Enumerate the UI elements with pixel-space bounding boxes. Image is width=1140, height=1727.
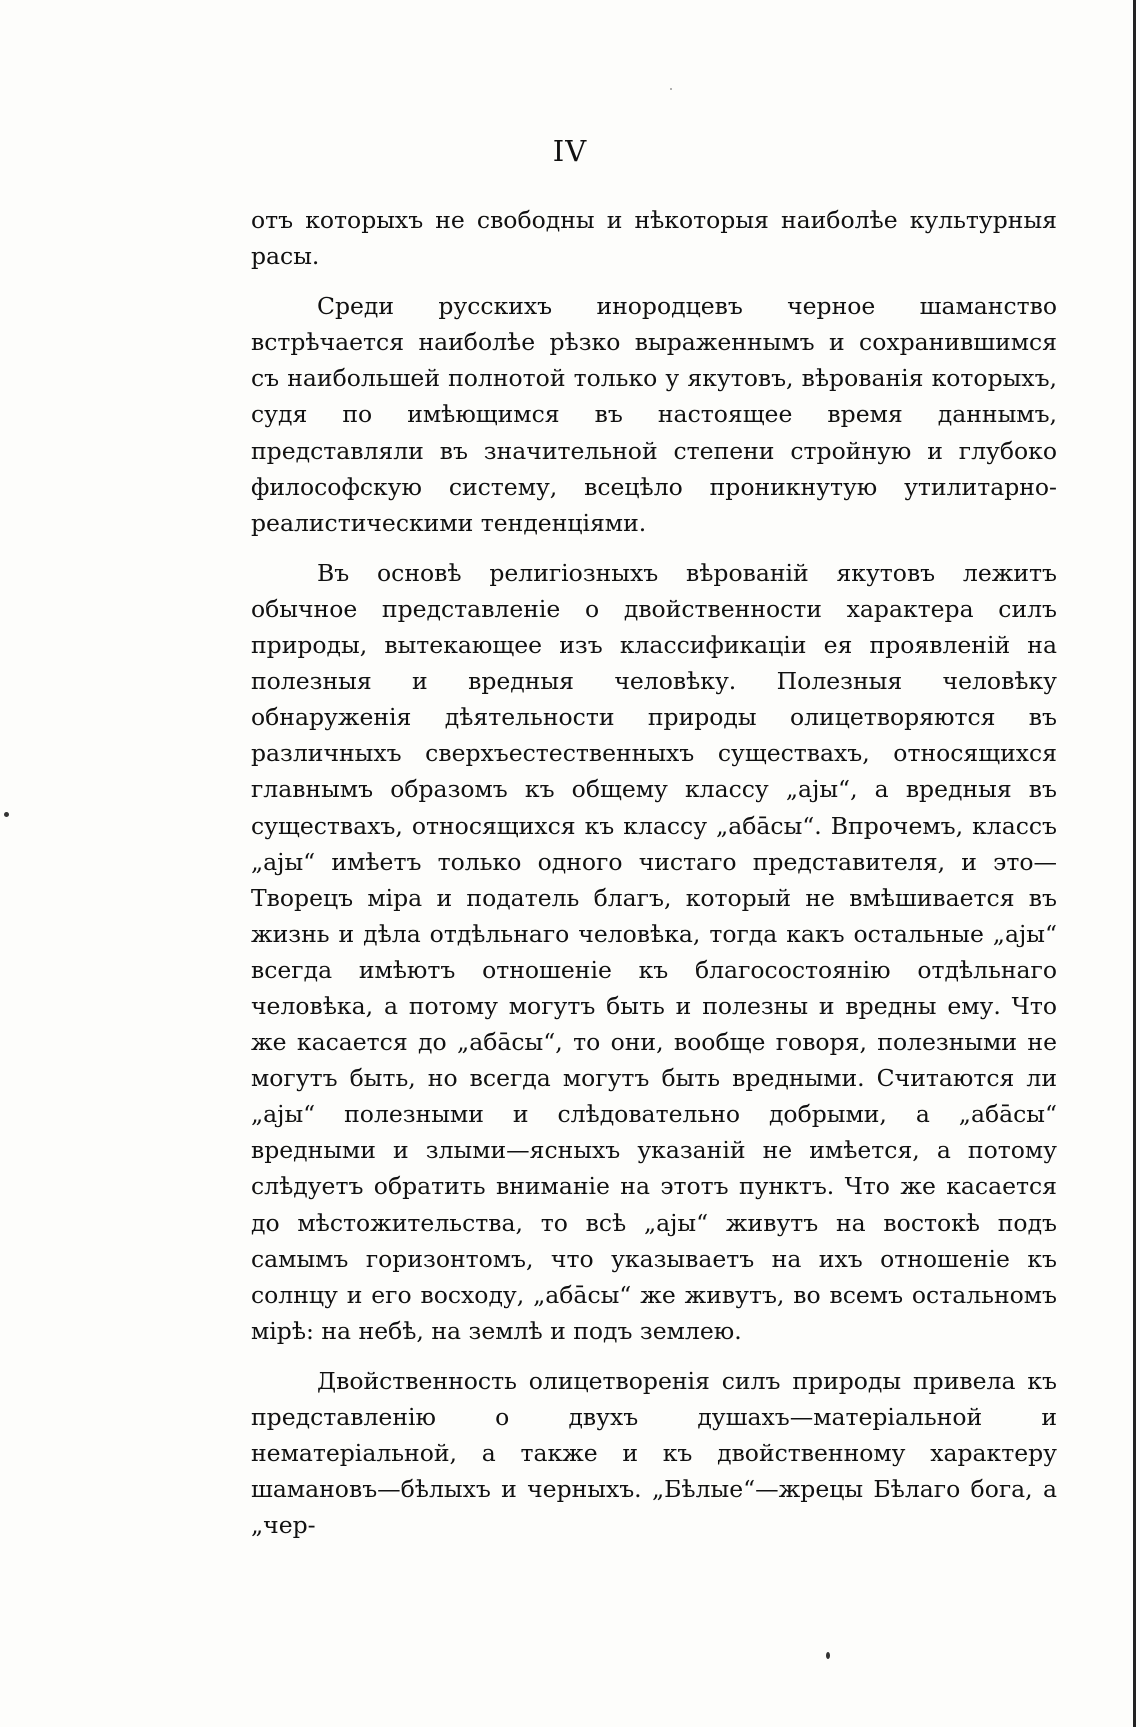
paragraph-1: отъ которыхъ не свободны и нѣкоторыя наиболѣе культурныя расы. bbox=[251, 206, 1057, 271]
paragraph-3: Въ основѣ религіозныхъ вѣрованій якутовъ лежитъ обычное представленіе о двойственности характера силъ природы, вытекающее изъ классификаціи ея проявленій на полезныя и вредныя человѣку. Полезныя человѣку обнаруженія дѣятельности природы олицетворяются въ различныхъ сверхъестественныхъ существахъ, относящихся главнымъ образомъ къ общему классу „аjы“, а вредныя въ существахъ, относящихся къ классу „абāсы“. Впрочемъ, классъ „аjы“ имѣетъ только одного чистаго представителя, и это—Творецъ міра и податель благъ, который не вмѣшивается въ жизнь и дѣла отдѣльнаго человѣка, тогда какъ остальные „аjы“ всегда имѣютъ отношеніе къ благосостоянію отдѣльнаго человѣка, а потому могутъ быть и полезны и вредны ему. Что же касается до „абāсы“, то они, вообще говоря, полезными не могутъ быть, но всегда могутъ быть вредными. Считаются ли „аjы“ полезными и слѣдовательно добрыми, а „абāсы“ вредными и злыми—ясныхъ указаній не имѣется, а потому слѣдуетъ обратить вниманіе на этотъ пунктъ. Что же касается до мѣстожительства, то всѣ „аjы“ живутъ на востокѣ подъ самымъ горизонтомъ, что указываетъ на ихъ отношеніе къ солнцу и его восходу, „абāсы“ же живутъ, во всемъ остальномъ мірѣ: на небѣ, на землѣ и подъ землею. bbox=[251, 558, 1057, 1345]
paragraph-4: Двойственность олицетворенія силъ природы привела къ представленію о двухъ душахъ—матеріальной и нематеріальной, а также и къ двойственному характеру шамановъ—бѣлыхъ и черныхъ. „Бѣлые“—жрецы Бѣлаго бога, а „чер- bbox=[251, 1366, 1057, 1540]
page-edge-border bbox=[1133, 0, 1136, 1727]
scan-speck bbox=[670, 88, 672, 90]
body-text bbox=[251, 202, 1057, 1557]
scan-speck bbox=[4, 812, 9, 817]
scan-speck bbox=[826, 1652, 830, 1659]
paragraph-2: Среди русскихъ инородцевъ черное шаманство встрѣчается наиболѣе рѣзко выраженнымъ и сохранившимся съ наибольшей полнотой только у якутовъ, вѣрованія которыхъ, судя по имѣющимся въ настоящее время даннымъ, представляли въ значительной степени стройную и глубоко философскую систему, всецѣло проникнутую утилитарно-реалистическими тенденціями. bbox=[251, 292, 1057, 537]
page-number: IV bbox=[552, 134, 588, 168]
